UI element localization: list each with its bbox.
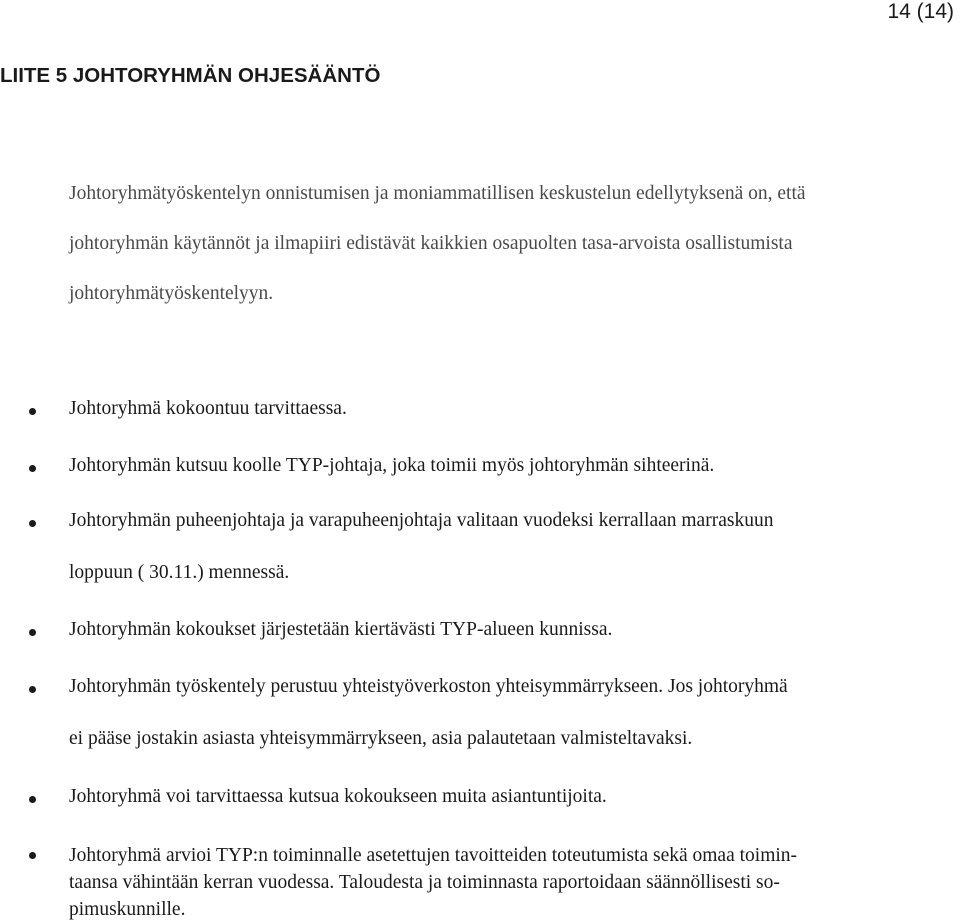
list-item-text [69, 842, 949, 923]
intro-paragraph [69, 180, 949, 330]
list-item-line: Johtoryhmä arvioi TYP:n toiminnalle asetettujen tavoitteiden toteutumista sekä omaa toimin- [69, 845, 798, 866]
list-item-line: Johtoryhmä kokoontuu tarvittaessa. [69, 398, 347, 419]
list-item-text [69, 398, 949, 425]
list-item-line: Johtoryhmä voi tarvittaessa kutsua kokoukseen muita asiantuntijoita. [69, 786, 607, 807]
list-item-line: ei pääse jostakin asiasta yhteisymmärrykseen, asia palautetaan valmisteltavaksi. [69, 728, 693, 749]
list-item-line: taansa vähintään kerran vuodessa. Taloudesta ja toiminnasta raportoidaan säännöllisesti so- [69, 872, 780, 893]
list-item-line: Johtoryhmän puheenjohtaja ja varapuheenjohtaja valitaan vuodeksi kerrallaan marraskuun [69, 510, 774, 531]
bullet-icon [29, 686, 36, 693]
list-item-text [69, 619, 949, 646]
intro-line: Johtoryhmätyöskentelyn onnistumisen ja moniammatillisen keskustelun edellytyksenä on, että [69, 183, 806, 204]
list-item-line: Johtoryhmän kutsuu koolle TYP-johtaja, joka toimii myös johtoryhmän sihteerinä. [69, 455, 715, 476]
list-item-text [69, 676, 949, 755]
bullet-icon [29, 520, 36, 527]
list-item-line: Johtoryhmän työskentely perustuu yhteistyöverkoston yhteisymmärrykseen. Jos johtoryhmä [69, 676, 788, 697]
page-number: 14 (14) [887, 0, 954, 23]
list-item-line: Johtoryhmän kokoukset järjestetään kiertävästi TYP-alueen kunnissa. [69, 619, 613, 640]
bullet-icon [29, 796, 36, 803]
bullet-icon [29, 465, 36, 472]
list-item-text [69, 786, 949, 813]
intro-line: johtoryhmätyöskentelyyn. [69, 283, 274, 304]
list-item-line: loppuun ( 30.11.) mennessä. [69, 562, 290, 583]
intro-line: johtoryhmän käytännöt ja ilmapiiri edistävät kaikkien osapuolten tasa-arvoista osallistumista [69, 233, 793, 254]
bullet-icon [29, 852, 36, 859]
appendix-heading: LIITE 5 JOHTORYHMÄN OHJESÄÄNTÖ [0, 64, 381, 87]
bullet-icon [29, 408, 36, 415]
list-item-text [69, 510, 949, 589]
bullet-icon [29, 629, 36, 636]
list-item-line: pimuskunnille. [69, 899, 186, 920]
list-item-text [69, 455, 949, 482]
